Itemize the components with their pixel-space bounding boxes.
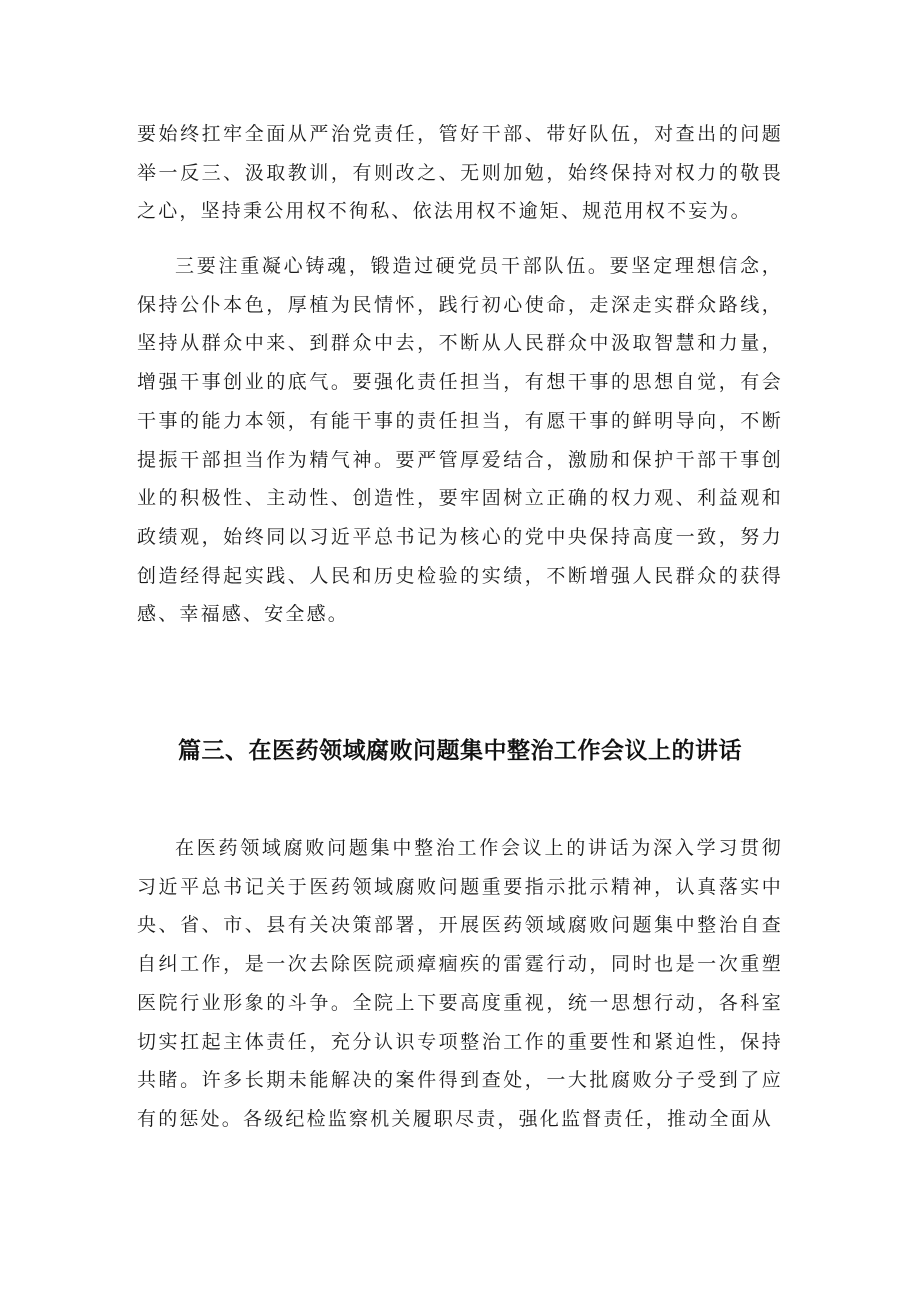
paragraph-accountability: 要始终扛牢全面从严治党责任，管好干部、带好队伍，对查出的问题举一反三、汲取教训，有则改之、无则加勉，始终保持对权力的敬畏之心，坚持秉公用权不徇私、依法用权不逾矩、规范用权不妄为。 — [137, 123, 783, 223]
paragraph-speech-intro: 在医药领域腐败问题集中整治工作会议上的讲话为深入学习贯彻习近平总书记关于医药领域腐败问题重要指示批示精神，认真落实中央、省、市、县有关决策部署，开展医药领域腐败问题集中整治自查自纠工作，是一次去除医院顽瘴痼疾的雷霆行动，同时也是一次重塑医院行业形象的斗争。全院上下要高度重视，统一思想行动，各科室切实扛起主体责任，充分认识专项整治工作的重要性和紧迫性，保持共睹。许多长期未能解决的案件得到查处，一大批腐败分子受到了应有的惩处。各级纪检监察机关履职尽责，强化监督责任，推动全面从 — [137, 837, 783, 1130]
section-title: 篇三、在医药领域腐败问题集中整治工作会议上的讲话 — [178, 738, 742, 764]
paragraph-cadre-team: 三要注重凝心铸魂，锻造过硬党员干部队伍。要坚定理想信念，保持公仆本色，厚植为民情怀，践行初心使命，走深走实群众路线，坚持从群众中来、到群众中去，不断从人民群众中汲取智慧和力量，增强干事创业的底气。要强化责任担当，有想干事的思想自觉，有会干事的能力本领，有能干事的责任担当，有愿干事的鲜明导向，不断提振干部担当作为精气神。要严管厚爱结合，激励和保护干部干事创业的积极性、主动性、创造性，要牢固树立正确的权力观、利益观和政绩观，始终同以习近平总书记为核心的党中央保持高度一致，努力创造经得起实践、人民和历史检验的实绩，不断增强人民群众的获得感、幸福感、安全感。 — [137, 255, 783, 626]
